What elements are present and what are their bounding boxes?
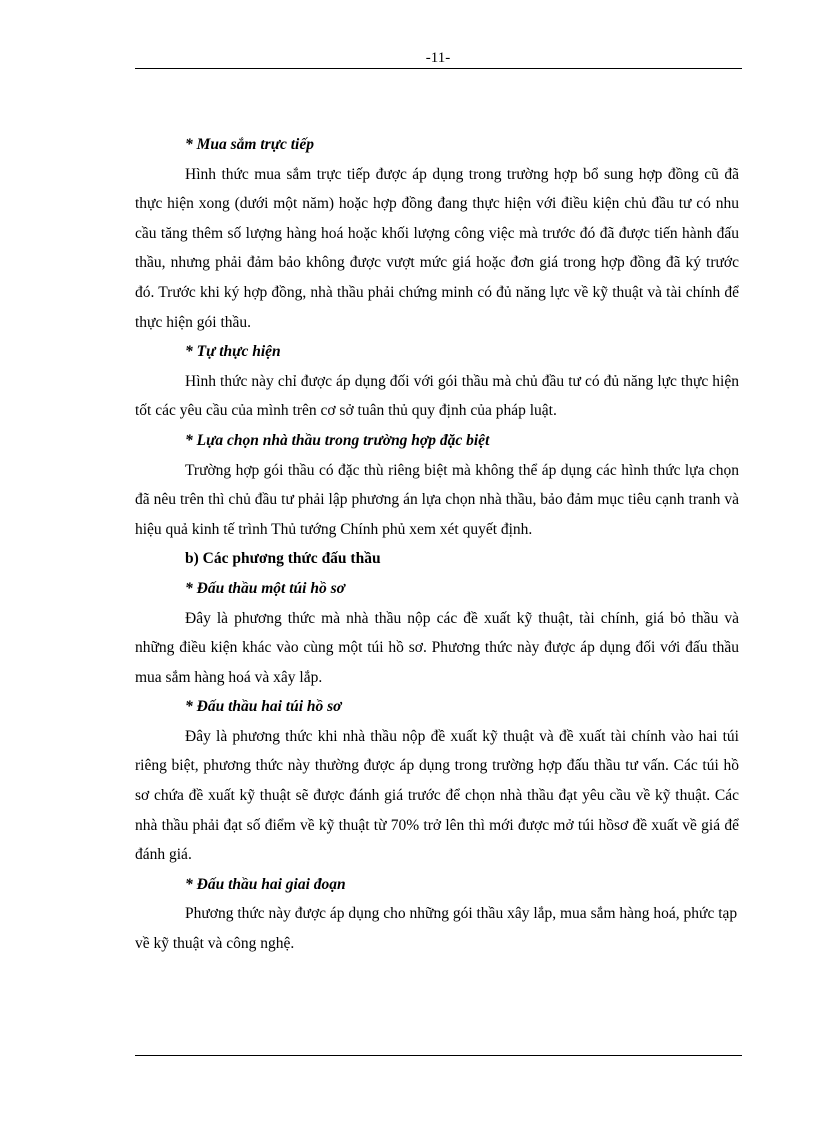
subsection-heading-bidding-methods: b) Các phương thức đấu thầu bbox=[185, 550, 381, 568]
document-body bbox=[135, 130, 739, 959]
section-paragraph-special-case: Trường hợp gói thầu có đặc thù riêng biệt mà không thể áp dụng các hình thức lựa chọn đã nêu trên thì chủ đầu tư phải lập phương án lựa chọn nhà thầu, bảo đảm mục tiêu cạnh tranh và hiệu quả kinh tế trình Thủ tướng Chính phủ xem xét quyết định. bbox=[135, 461, 739, 538]
section-paragraph-self-implementation: Hình thức này chỉ được áp dụng đối với gói thầu mà chủ đầu tư có đủ năng lực thực hiện tốt các yêu cầu của mình trên cơ sở tuân thủ quy định của pháp luật. bbox=[135, 372, 739, 420]
footer-rule bbox=[135, 1055, 742, 1056]
method-paragraph-one-envelope: Đây là phương thức mà nhà thầu nộp các đề xuất kỹ thuật, tài chính, giá bỏ thầu và những điều kiện khác vào cùng một túi hồ sơ. Phương thức này được áp dụng đối với đấu thầu mua sắm hàng hoá và xây lắp. bbox=[135, 609, 739, 686]
method-heading-one-envelope: * Đấu thầu một túi hồ sơ bbox=[185, 579, 345, 597]
section-heading-special-case: * Lựa chọn nhà thầu trong trường hợp đặc biệt bbox=[185, 431, 490, 449]
section-paragraph-direct-purchase: Hình thức mua sắm trực tiếp được áp dụng trong trường hợp bổ sung hợp đồng cũ đã thực hiện xong (dưới một năm) hoặc hợp đồng đang thực hiện với điều kiện chủ đầu tư có nhu cầu tăng thêm số lượng hàng hoá hoặc khối lượng công việc mà trước đó đã được tiến hành đấu thầu, nhưng phải đảm bảo không được vượt mức giá hoặc đơn giá trong hợp đồng đã ký trước đó. Trước khi ký hợp đồng, nhà thầu phải chứng minh có đủ năng lực về kỹ thuật và tài chính để thực hiện gói thầu. bbox=[135, 165, 739, 331]
method-heading-two-stage: * Đấu thầu hai giai đoạn bbox=[185, 875, 346, 893]
section-heading-self-implementation: * Tự thực hiện bbox=[185, 343, 281, 361]
page-number: -11- bbox=[425, 50, 451, 66]
method-heading-two-envelope: * Đấu thầu hai túi hồ sơ bbox=[185, 698, 342, 716]
section-heading-direct-purchase: * Mua sắm trực tiếp bbox=[185, 136, 314, 153]
header-rule bbox=[135, 68, 742, 69]
method-paragraph-two-stage: Phương thức này được áp dụng cho những gói thầu xây lắp, mua sắm hàng hoá, phức tạp về kỹ thuật và công nghệ. bbox=[135, 905, 738, 953]
method-paragraph-two-envelope: Đây là phương thức khi nhà thầu nộp đề xuất kỹ thuật và đề xuất tài chính vào hai túi riêng biệt, phương thức này thường được áp dụng trong trường hợp đấu thầu tư vấn. Các túi hồ sơ chứa đề xuất kỹ thuật sẽ được đánh giá trước để chọn nhà thầu đạt yêu cầu về kỹ thuật. Các nhà thầu phải đạt số điểm về kỹ thuật từ 70% trở lên thì mới được mở túi hồsơ đề xuất về giá để đánh giá. bbox=[135, 727, 739, 864]
